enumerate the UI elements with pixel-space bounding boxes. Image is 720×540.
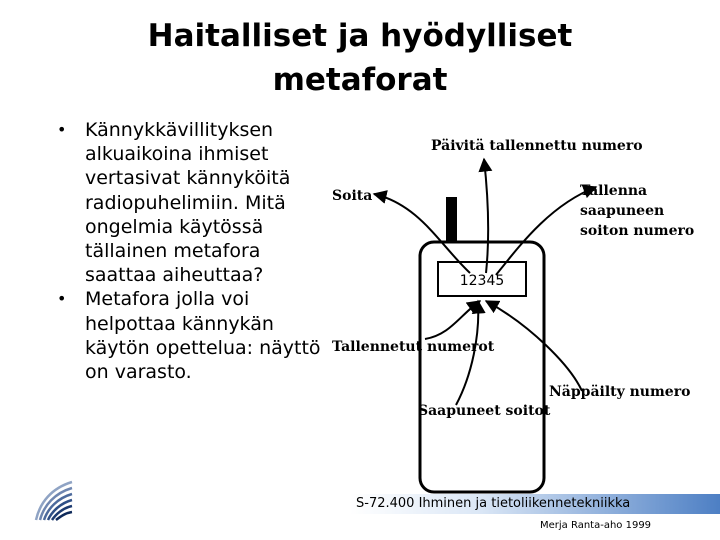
label-saved-numbers: Tallennetut numerot — [332, 339, 495, 355]
university-logo-icon — [30, 478, 76, 524]
label-save-incoming-line-2: saapuneen — [580, 203, 665, 219]
label-call: Soita — [332, 188, 373, 204]
label-update-saved-number: Päivitä tallennettu numero — [431, 138, 643, 154]
bullet-marker: • — [57, 120, 67, 139]
bullet-list — [54, 118, 334, 384]
label-incoming-calls: Saapuneet soitot — [418, 403, 551, 419]
footer-author: Merja Ranta-aho 1999 — [540, 520, 652, 531]
slide-title-line-1: Haitalliset ja hyödylliset — [147, 18, 573, 54]
phone-metaphor-diagram — [320, 125, 720, 495]
bullet-marker: • — [57, 289, 67, 309]
label-dialed-number: Näppäilty numero — [549, 384, 691, 400]
phone-screen-number: 12345 — [459, 273, 505, 289]
bullet-item-2 — [54, 287, 334, 384]
footer-course-name: S-72.400 Ihminen ja tietoliikennetekniikka — [356, 496, 631, 511]
phone-antenna — [446, 197, 457, 245]
label-save-incoming-line-1: Tallenna — [580, 183, 648, 199]
bullet-text-1: Kännykkävillityksen alkuaikoina ihmiset vertasivat kännyköitä radiopuhelimiin. Mitä ongelmia käytössä tällainen metafora saattaa aiheuttaa? — [85, 119, 291, 287]
slide-title — [100, 14, 620, 102]
slide-title-line-2: metaforat — [272, 62, 448, 98]
bullet-item-1 — [54, 118, 334, 287]
bullet-text-2: Metafora jolla voi helpottaa kännykän käytön opettelua: näyttö on varasto. — [85, 288, 321, 384]
label-save-incoming-line-3: soiton numero — [580, 223, 695, 239]
